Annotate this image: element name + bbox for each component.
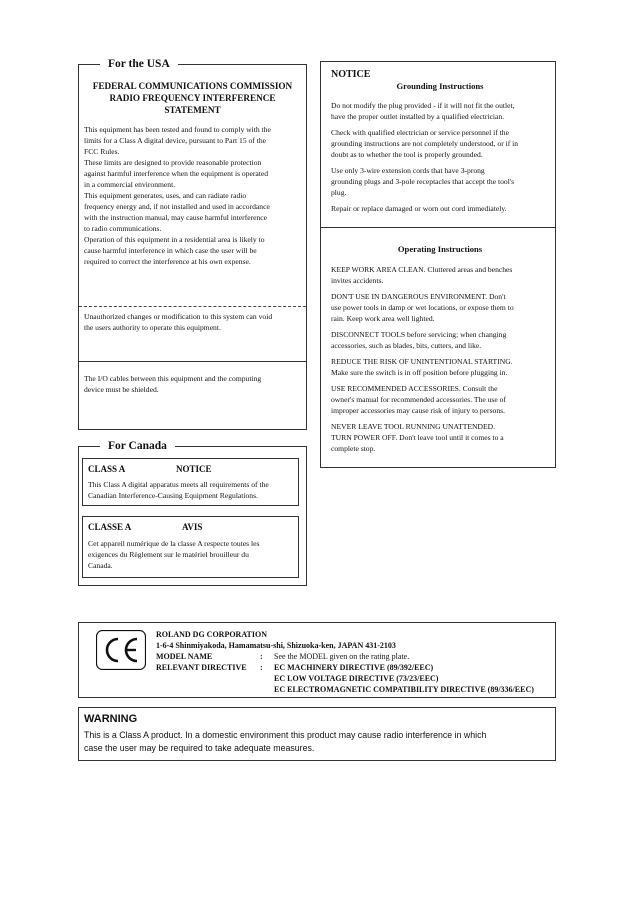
operating-heading: Operating Instructions	[397, 244, 483, 254]
grounding-line: grounding instructions are not completely understood, or if in	[331, 139, 519, 148]
fcc-title-line: RADIO FREQUENCY INTERFERENCE	[109, 93, 276, 103]
fcc-line: with the instruction manual, may cause harmful interference	[84, 213, 268, 222]
fcc-line: Operation of this equipment in a residential area is likely to	[84, 235, 265, 244]
fcc-line: to radio communications.	[84, 224, 162, 233]
operating-instructions	[331, 264, 553, 459]
ce-directive: EC LOW VOLTAGE DIRECTIVE (73/23/EEC)	[274, 674, 439, 683]
ce-directive-label: RELEVANT DIRECTIVE	[156, 663, 247, 672]
ce-model-value: See the MODEL given on the rating plate.	[274, 652, 410, 661]
classe-a-line: exigences du Règlement sur le matériel brouilleur du	[88, 550, 249, 559]
operating-paragraph	[331, 264, 553, 286]
class-a-line: This Class A digital apparatus meets all requirements of the	[88, 480, 269, 489]
fcc-statement	[84, 124, 306, 267]
fcc-line: This equipment has been tested and found to comply with the	[84, 125, 271, 134]
operating-line: KEEP WORK AREA CLEAN. Cluttered areas and benches	[331, 265, 513, 274]
fcc-title-line: STATEMENT	[164, 105, 221, 115]
canada-legend: For Canada	[100, 439, 175, 453]
grounding-paragraph	[331, 165, 553, 198]
grounding-line: have the proper outlet installed by a qualified electrician.	[331, 112, 505, 121]
ce-model-separator: :	[260, 652, 263, 661]
operating-line: invites accidents.	[331, 276, 384, 285]
grounding-paragraph	[331, 127, 553, 160]
operating-line: REDUCE THE RISK OF UNINTENTIONAL STARTING.	[331, 357, 513, 366]
grounding-paragraph	[331, 100, 553, 122]
unauthorized-line: Unauthorized changes or modification to this system can void	[84, 312, 273, 321]
class-a-label: CLASS A	[88, 464, 126, 474]
grounding-instructions	[331, 100, 553, 219]
operating-paragraph	[331, 421, 553, 454]
grounding-paragraph	[331, 203, 553, 214]
grounding-line: grounding plugs and 3-pole receptacles that accept the tool's	[331, 177, 515, 186]
usa-legend: For the USA	[100, 57, 178, 71]
ce-directive: EC MACHINERY DIRECTIVE (89/392/EEC)	[274, 663, 434, 672]
classe-a-text	[88, 538, 298, 571]
class-a-text	[88, 479, 298, 501]
fcc-title-line: FEDERAL COMMUNICATIONS COMMISSION	[92, 81, 293, 91]
warning-title: WARNING	[84, 713, 138, 725]
classe-a-line: Canada.	[88, 561, 113, 570]
fcc-line: limits for a Class A digital device, pursuant to Part 15 of the	[84, 136, 267, 145]
fcc-line: These limits are designed to provide reasonable protection	[84, 158, 262, 167]
io-line: device must be shielded.	[84, 385, 159, 394]
operating-line: owner's manual for recommended accessories. The use of	[331, 395, 506, 404]
operating-line: improper accessories may cause risk of injury to persons.	[331, 406, 505, 415]
operating-line: DON'T USE IN DANGEROUS ENVIRONMENT. Don't	[331, 292, 506, 301]
grounding-line: Check with qualified electrician or service personnel if the	[331, 128, 509, 137]
class-a-line: Canadian Interference-Causing Equipment Regulations.	[88, 491, 258, 500]
grounding-heading: Grounding Instructions	[396, 81, 484, 91]
fcc-line: cause harmful interference in which case the user will be	[84, 246, 257, 255]
grounding-line: Do not modify the plug provided - if it will not fit the outlet,	[331, 101, 515, 110]
fcc-line: FCC Rules.	[84, 147, 120, 156]
unauthorized-changes-text	[84, 311, 306, 333]
ce-address: 1-6-4 Shinmiyakoda, Hamamatsu-shi, Shizuoka-ken, JAPAN 431-2103	[156, 641, 396, 650]
io-line: The I/O cables between this equipment and the computing	[84, 374, 262, 383]
ce-directive-separator: :	[260, 663, 263, 672]
operating-paragraph	[331, 356, 553, 378]
fcc-line: frequency energy and, if not installed and used in accordance	[84, 202, 270, 211]
grounding-line: doubt as to whether the tool is properly grounded.	[331, 150, 483, 159]
ce-mark-icon	[96, 630, 146, 670]
operating-line: accessories, such as blades, bits, cutters, and like.	[331, 341, 482, 350]
classe-a-label: CLASSE A	[88, 522, 132, 532]
fcc-title	[80, 80, 305, 116]
operating-line: use power tools in damp or wet locations, or expose them to	[331, 303, 514, 312]
ce-company: ROLAND DG CORPORATION	[156, 630, 267, 639]
warning-line: case the user may be required to take adequate measures.	[84, 742, 315, 753]
fcc-line: required to correct the interference at his own expense.	[84, 257, 251, 266]
operating-line: complete stop.	[331, 444, 376, 453]
grounding-line: plug.	[331, 188, 347, 197]
notice-divider	[321, 227, 555, 228]
warning-line: This is a Class A product. In a domestic environment this product may cause radio interference in which	[84, 730, 487, 740]
io-cables-text	[84, 373, 306, 395]
classe-a-line: Cet appareil numérique de la classe A respecte toutes les	[88, 539, 260, 548]
class-a-notice-heading: NOTICE	[176, 464, 212, 474]
usa-dashed-divider	[79, 306, 306, 307]
ce-model-label: MODEL NAME	[156, 652, 213, 661]
operating-line: USE RECOMMENDED ACCESSORIES. Consult the	[331, 384, 498, 393]
warning-text	[84, 729, 552, 754]
fcc-line: against harmful interference when the equipment is operated	[84, 169, 269, 178]
operating-line: rain. Keep work area well lighted.	[331, 314, 435, 323]
notice-title: NOTICE	[331, 69, 371, 80]
fcc-line: This equipment generates, uses, and can radiate radio	[84, 191, 247, 200]
operating-paragraph	[331, 383, 553, 416]
unauthorized-line: the users authority to operate this equipment.	[84, 323, 221, 332]
operating-line: TURN POWER OFF. Don't leave tool until it comes to a	[331, 433, 504, 442]
ce-directive: EC ELECTROMAGNETIC COMPATIBILITY DIRECTIVE (89/336/EEC)	[274, 685, 534, 694]
operating-line: NEVER LEAVE TOOL RUNNING UNATTENDED.	[331, 422, 496, 431]
classe-a-avis-heading: AVIS	[182, 522, 203, 532]
grounding-line: Repair or replace damaged or worn out cord immediately.	[331, 204, 507, 213]
operating-line: Make sure the switch is in off position before plugging in.	[331, 368, 508, 377]
operating-paragraph	[331, 291, 553, 324]
fcc-line: in a commercial environment.	[84, 180, 176, 189]
operating-paragraph	[331, 329, 553, 351]
operating-line: DISCONNECT TOOLS before servicing; when changing	[331, 330, 507, 339]
grounding-line: Use only 3-wire extension cords that have 3-prong	[331, 166, 485, 175]
usa-divider	[79, 361, 306, 362]
